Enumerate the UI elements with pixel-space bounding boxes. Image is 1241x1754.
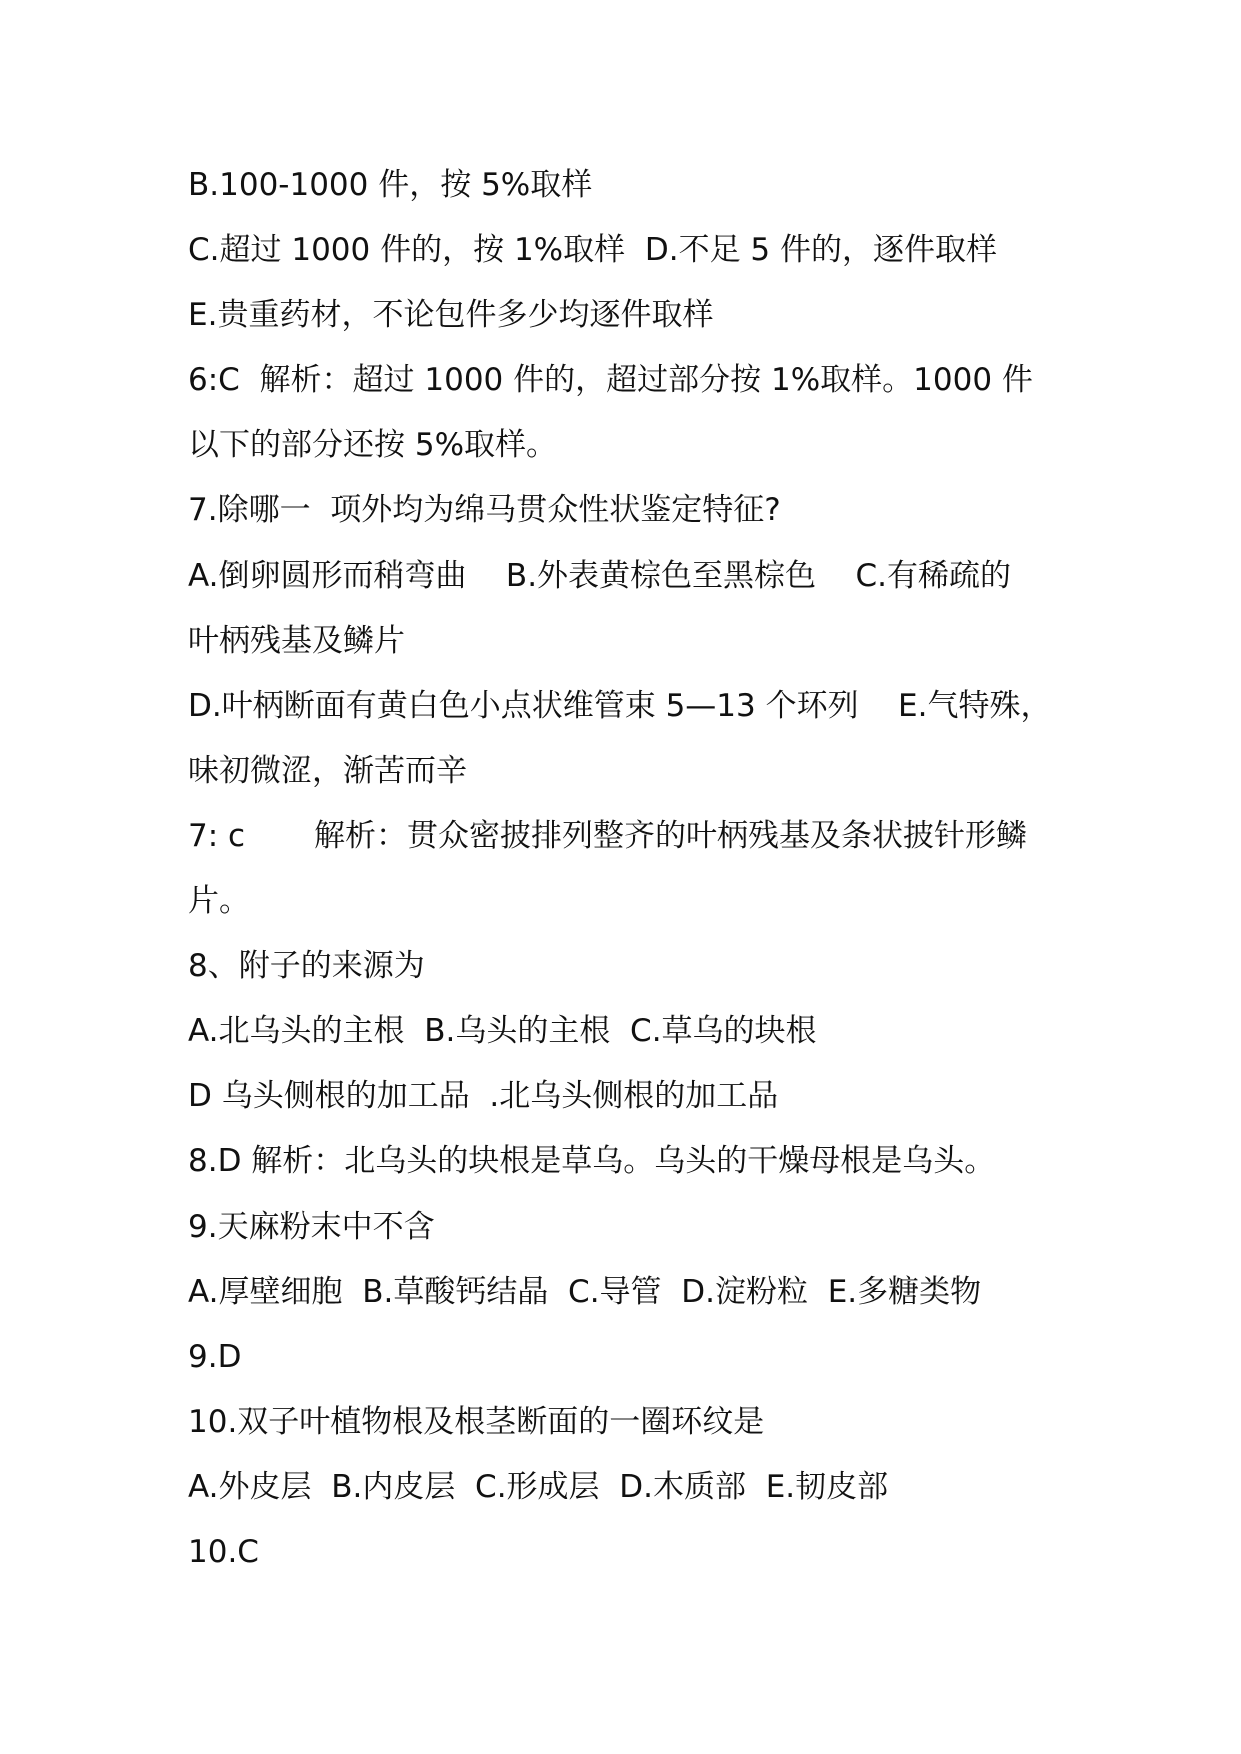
text-line: 味初微涩，渐苦而辛 bbox=[188, 752, 467, 789]
text-line: C.超过 1000 件的，按 1%取样 D.不足 5 件的，逐件取样 bbox=[188, 232, 997, 269]
text-line: 9.D bbox=[188, 1338, 242, 1375]
text-line: B.100-1000 件，按 5%取样 bbox=[188, 167, 593, 203]
text-line: 9.天麻粉末中不含 bbox=[188, 1208, 435, 1245]
text-line: A.外皮层 B.内皮层 C.形成层 D.木质部 E.韧皮部 bbox=[188, 1468, 889, 1505]
document-body bbox=[188, 153, 1108, 1585]
text-line: D.叶柄断面有黄白色小点状维管束 5—13 个环列 E.气特殊， bbox=[188, 687, 1052, 724]
text-line: A.北乌头的主根 B.乌头的主根 C.草乌的块根 bbox=[188, 1013, 817, 1050]
text-line: 7: c 解析：贯众密披排列整齐的叶柄残基及条状披针形鳞 bbox=[188, 817, 1028, 854]
text-line: 8、附子的来源为 bbox=[188, 948, 425, 985]
text-line: 叶柄残基及鳞片 bbox=[188, 622, 405, 659]
text-line: 8.D 解析：北乌头的块根是草乌。乌头的干燥母根是乌头。 bbox=[188, 1143, 996, 1180]
text-line: D 乌头侧根的加工品 .北乌头侧根的加工品 bbox=[188, 1078, 779, 1115]
text-line: 10.双子叶植物根及根茎断面的一圈环纹是 bbox=[188, 1403, 765, 1440]
text-line: 10.C bbox=[188, 1533, 259, 1570]
text-line: E.贵重药材，不论包件多少均逐件取样 bbox=[188, 297, 714, 334]
text-line: 片。 bbox=[188, 883, 250, 920]
text-line: A.倒卵圆形而稍弯曲 B.外表黄棕色至黑棕色 C.有稀疏的 bbox=[188, 557, 1011, 594]
text-line: 7.除哪一 项外均为绵马贯众性状鉴定特征? bbox=[188, 492, 781, 529]
text-line: 以下的部分还按 5%取样。 bbox=[188, 427, 558, 464]
text-line: 6:C 解析：超过 1000 件的，超过部分按 1%取样。1000 件 bbox=[188, 362, 1033, 399]
text-line: A.厚壁细胞 B.草酸钙结晶 C.导管 D.淀粉粒 E.多糖类物 bbox=[188, 1273, 982, 1310]
